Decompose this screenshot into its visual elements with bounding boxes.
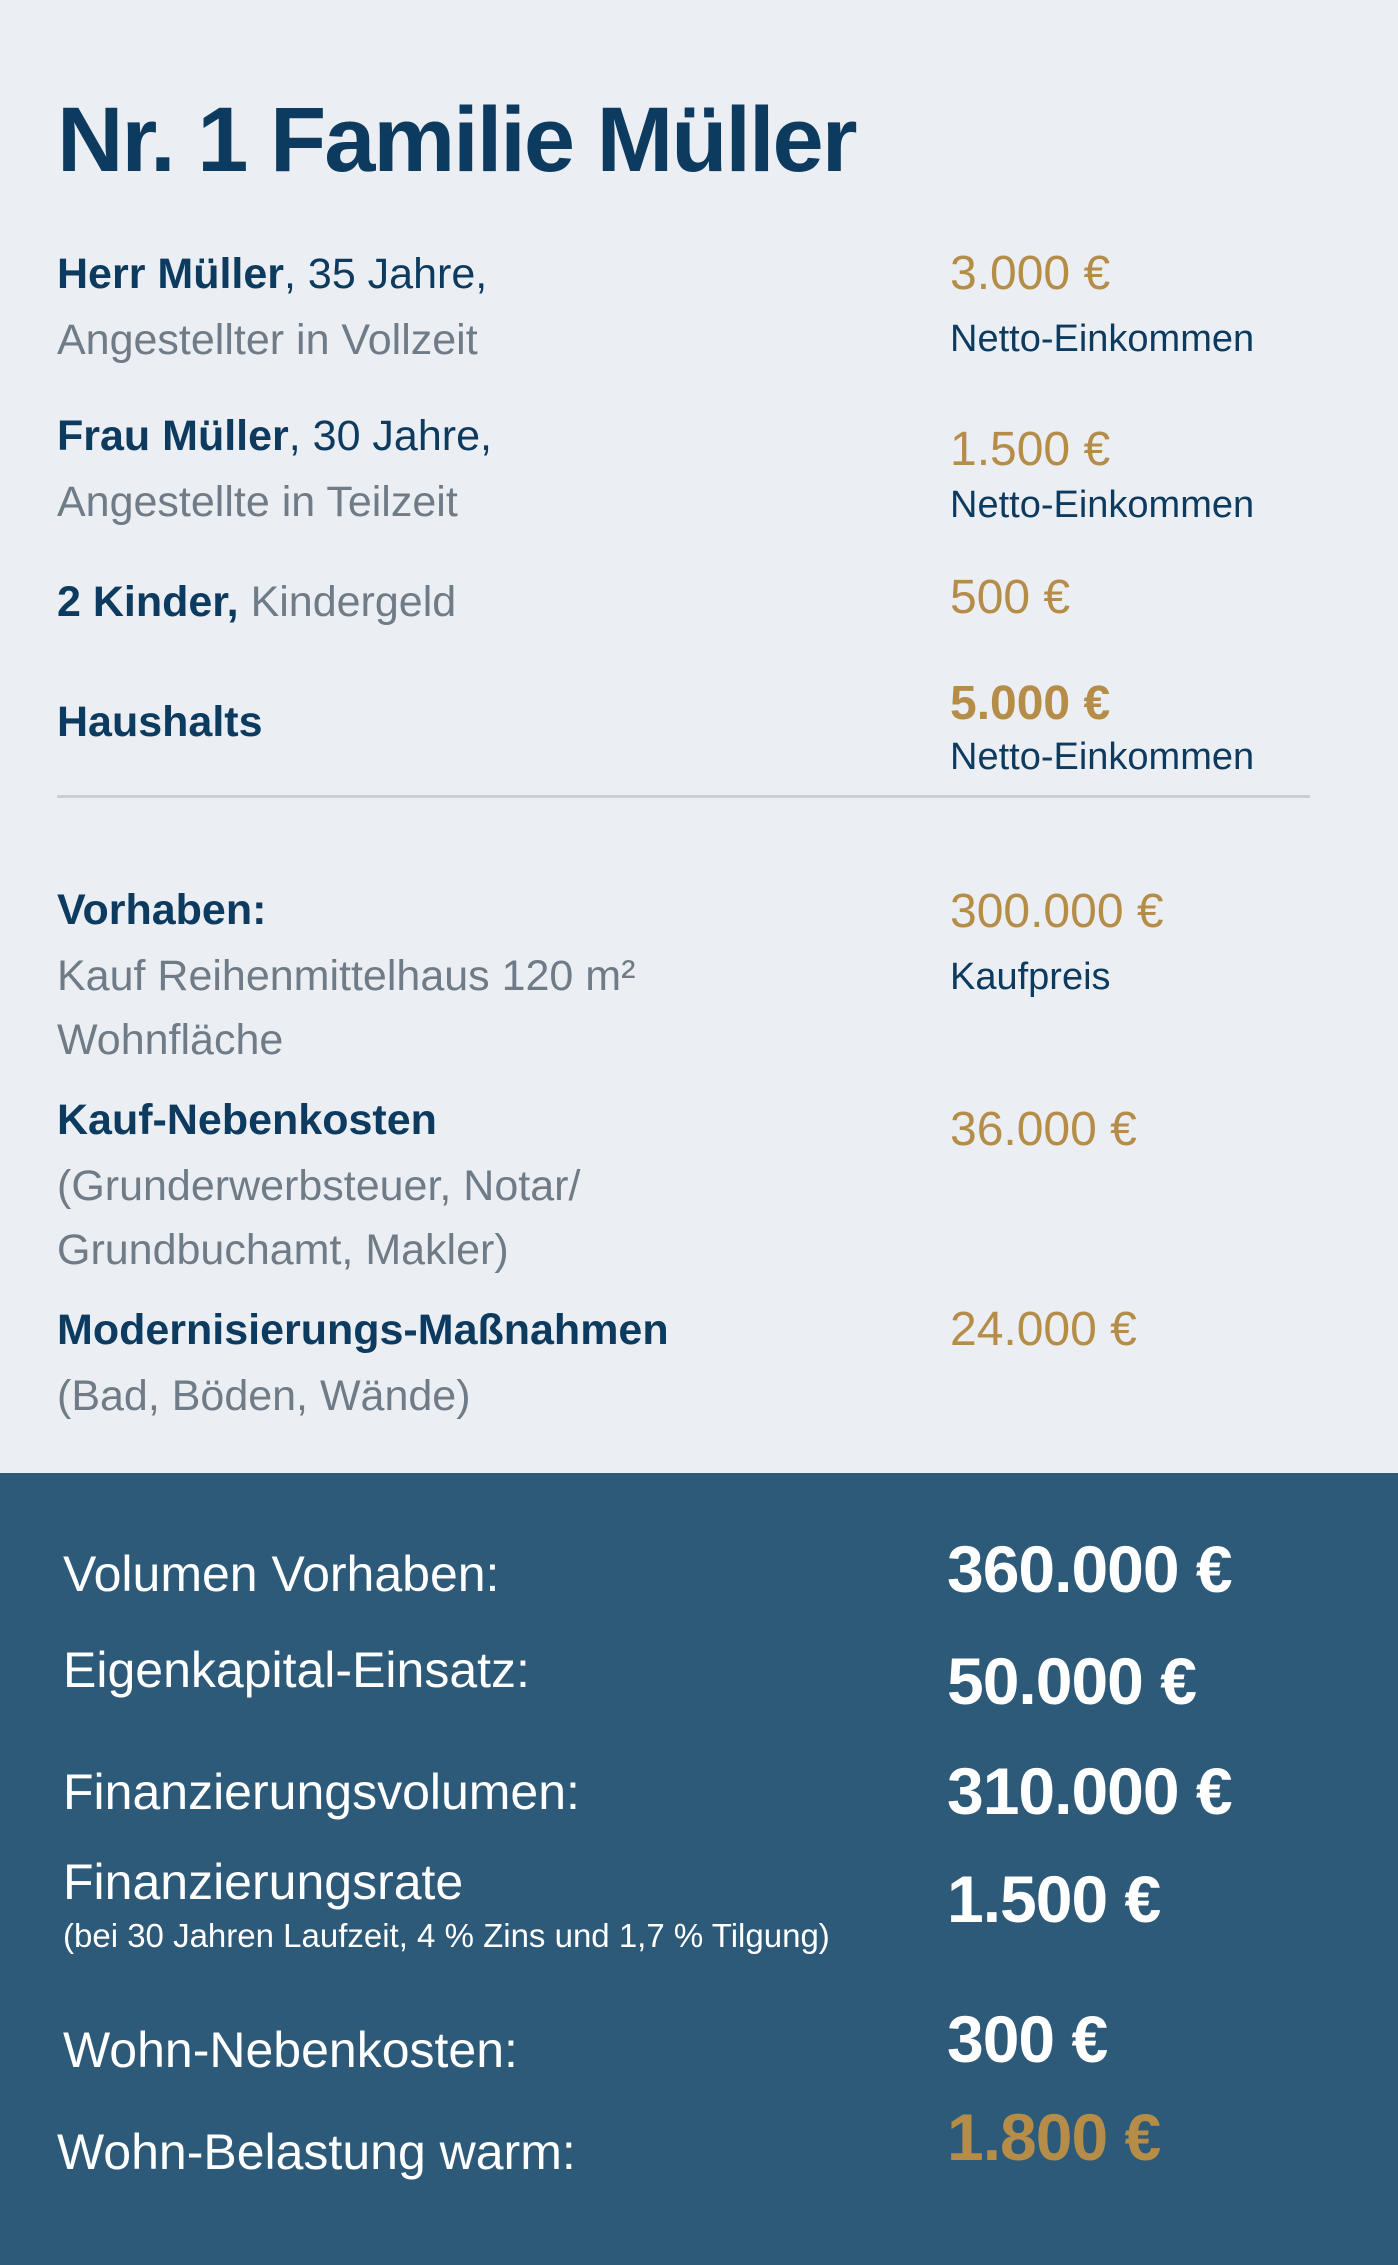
summary-label-total: Wohn-Belastung warm: [57, 2124, 576, 2180]
summary-panel [0, 1473, 1398, 2265]
summary-value-equity: 50.000 € [947, 1644, 1196, 1718]
person-detail: , 35 Jahre, [284, 250, 488, 298]
summary-value-financing: 310.000 € [947, 1754, 1232, 1828]
modernization-line1: (Bad, Böden, Wände) [57, 1372, 471, 1420]
children-detail: Kindergeld [238, 578, 457, 626]
person-detail: , 30 Jahre, [288, 412, 492, 460]
household-amount: 5.000 € [950, 677, 1111, 730]
project-heading: Vorhaben: [57, 886, 267, 934]
project-line1: Kauf Reihenmittelhaus 120 m² [57, 952, 636, 1000]
modernization-heading: Modernisierungs-Maßnahmen [57, 1306, 669, 1354]
person-name: Frau Müller [57, 412, 289, 460]
person-row-frau [57, 412, 492, 461]
side-costs-heading: Kauf-Nebenkosten [57, 1096, 437, 1144]
summary-label-equity: Eigenkapital-Einsatz: [63, 1642, 530, 1698]
project-amount: 300.000 € [950, 885, 1164, 938]
children-row [57, 578, 456, 627]
household-label: Haushalts [57, 698, 263, 746]
person-amount-label: Netto-Einkommen [950, 318, 1255, 360]
side-costs-line2: Grundbuchamt, Makler) [57, 1226, 509, 1274]
person-amount: 1.500 € [950, 423, 1111, 476]
project-amount-label: Kaufpreis [950, 956, 1111, 998]
person-row-herr [57, 250, 487, 299]
summary-value-volume: 360.000 € [947, 1532, 1232, 1606]
children-label: 2 Kinder, [57, 578, 239, 626]
summary-value-rate: 1.500 € [947, 1862, 1161, 1936]
summary-rate-note: (bei 30 Jahren Laufzeit, 4 % Zins und 1,7 % Tilgung) [63, 1917, 830, 1954]
person-amount-label: Netto-Einkommen [950, 484, 1255, 526]
summary-label-side-costs: Wohn-Nebenkosten: [63, 2022, 518, 2078]
project-line2: Wohnfläche [57, 1016, 284, 1064]
side-costs-line1: (Grunderwerbsteuer, Notar/ [57, 1162, 581, 1210]
summary-value-total: 1.800 € [947, 2100, 1161, 2174]
household-amount-label: Netto-Einkommen [950, 736, 1255, 778]
person-amount: 3.000 € [950, 247, 1111, 300]
person-name: Herr Müller [57, 250, 285, 298]
children-amount: 500 € [950, 571, 1071, 624]
summary-label-rate: Finanzierungsrate [63, 1854, 464, 1910]
summary-label-financing: Finanzierungsvolumen: [63, 1764, 580, 1820]
divider [57, 795, 1310, 798]
person-occupation: Angestellte in Teilzeit [57, 478, 458, 526]
summary-value-side-costs: 300 € [947, 2002, 1108, 2076]
person-occupation: Angestellter in Vollzeit [57, 316, 478, 364]
summary-label-volume: Volumen Vorhaben: [63, 1546, 500, 1602]
page-title: Nr. 1 Familie Müller [57, 89, 856, 191]
modernization-amount: 24.000 € [950, 1303, 1137, 1356]
side-costs-amount: 36.000 € [950, 1103, 1137, 1156]
